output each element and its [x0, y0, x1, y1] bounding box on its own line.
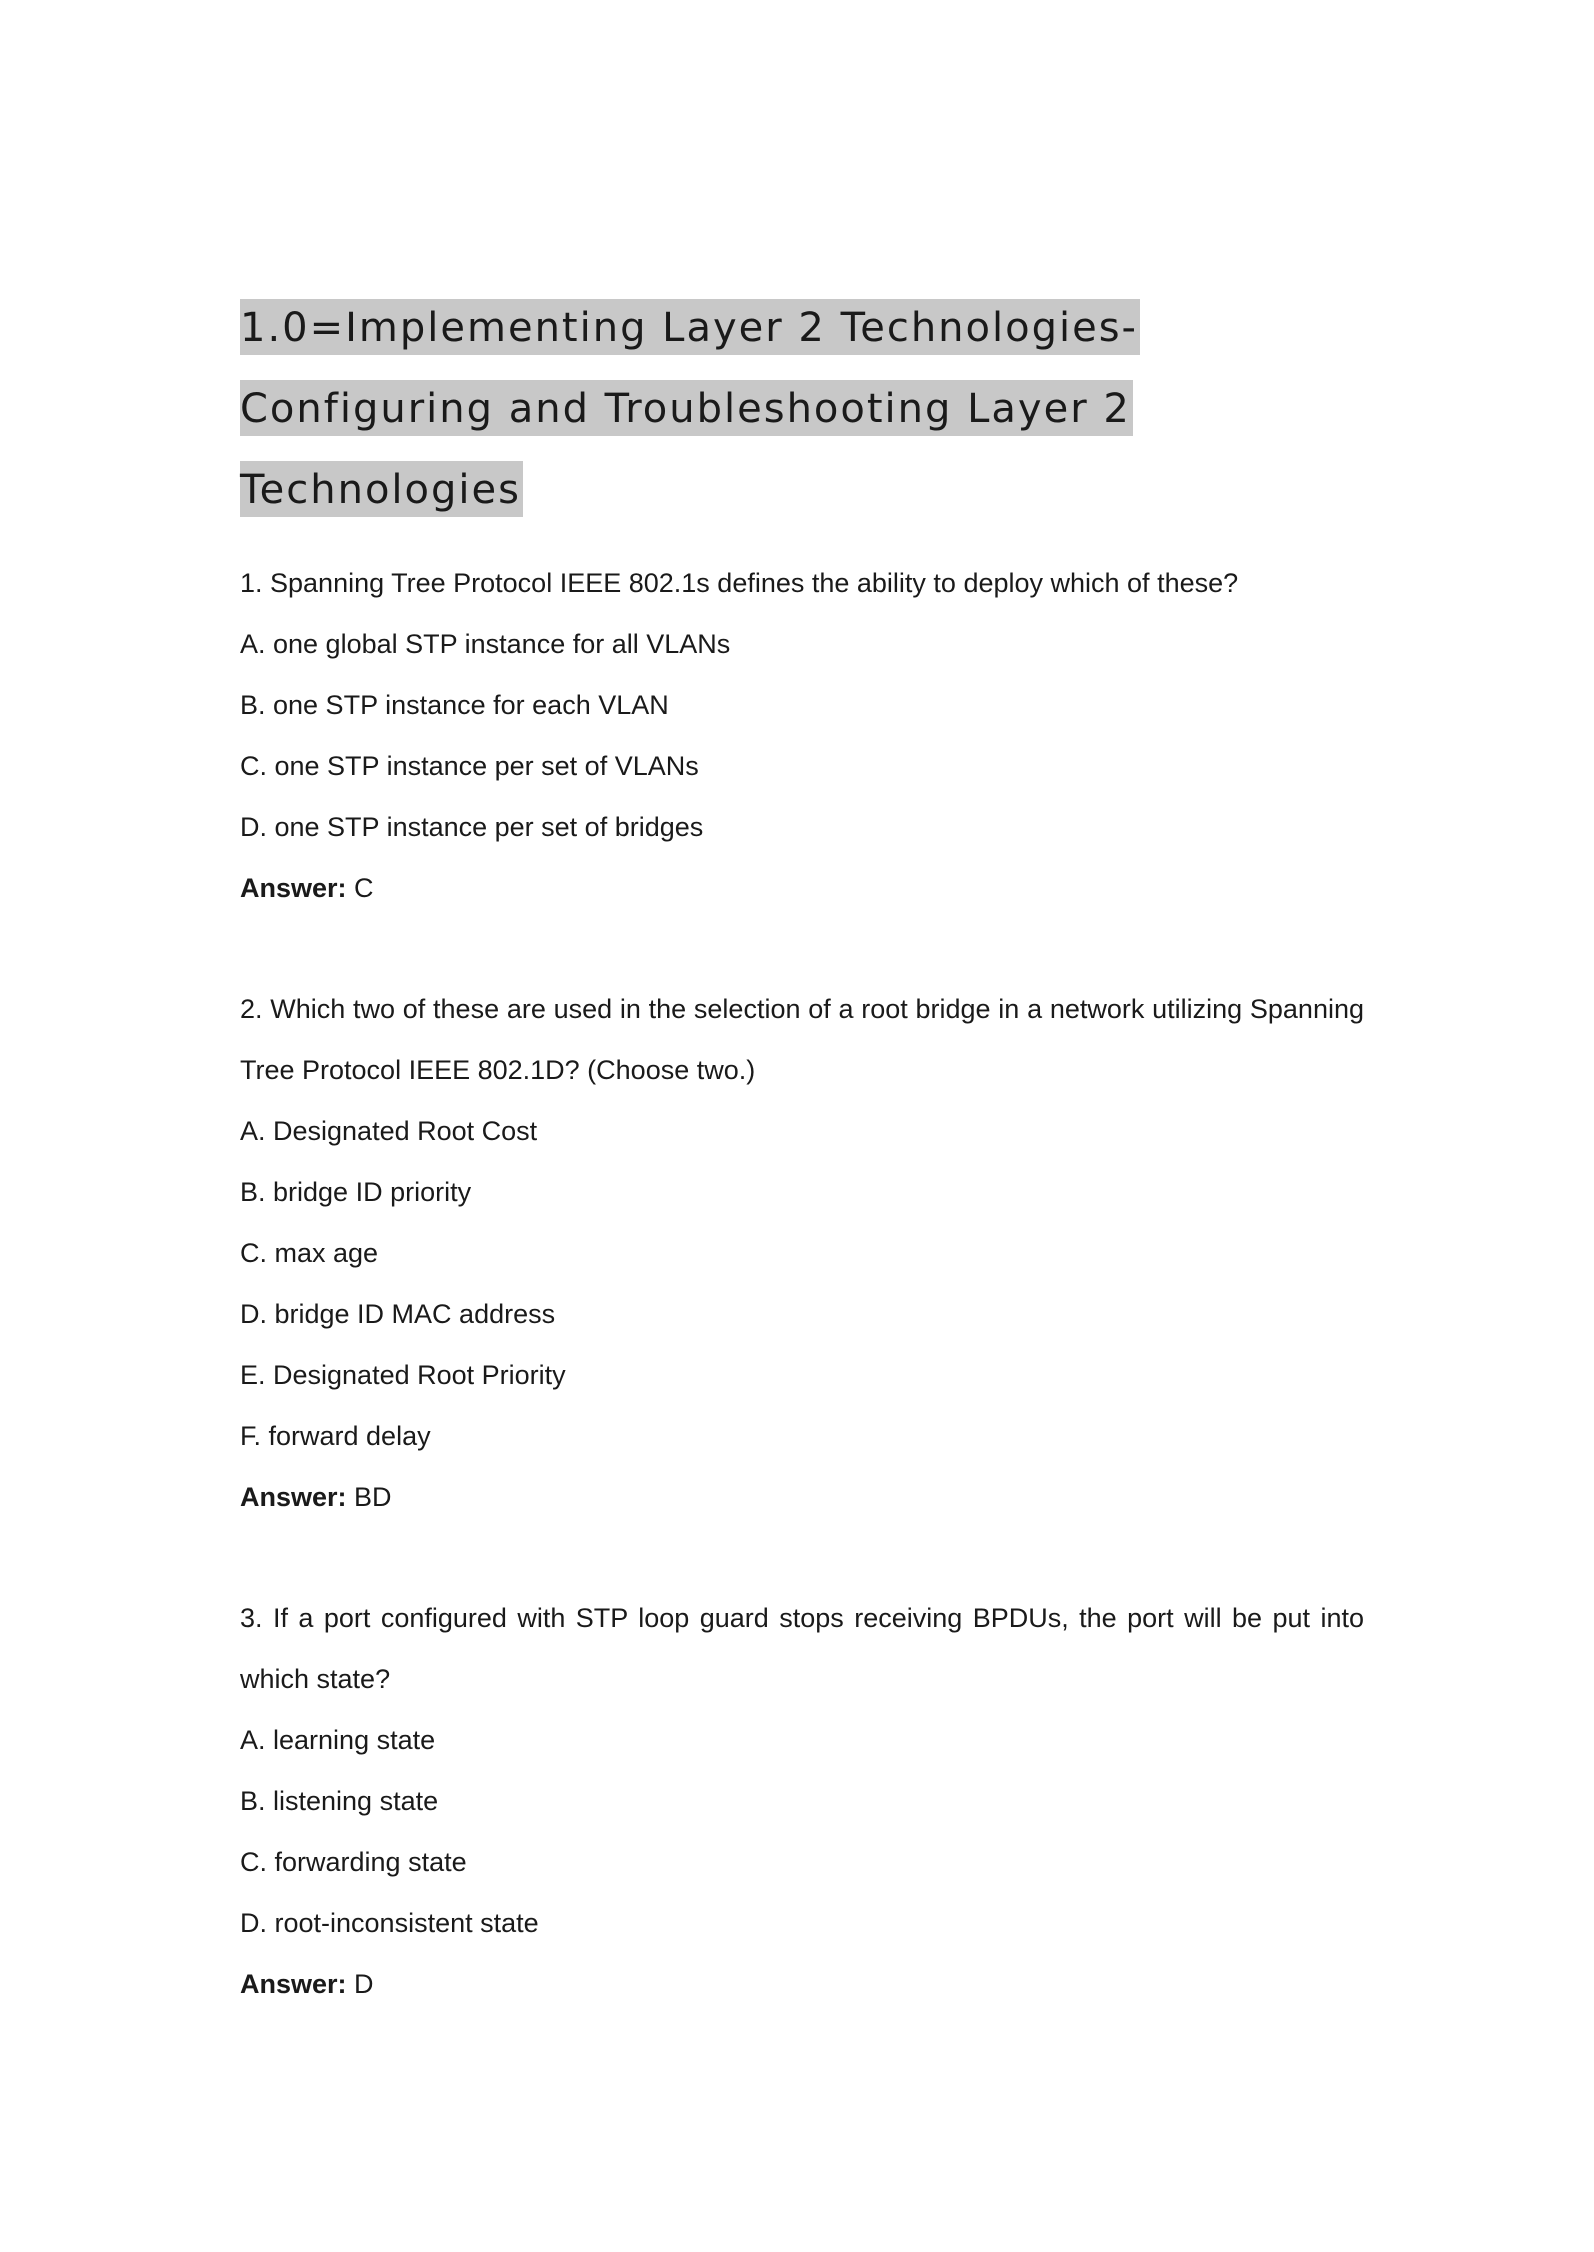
option-e: E. Designated Root Priority — [240, 1360, 566, 1390]
section-heading-text: 1.0=Implementing Layer 2 Technologies-Configuring and Troubleshooting Layer 2 Technologies — [240, 299, 1140, 517]
option-b: B. bridge ID priority — [240, 1177, 472, 1207]
answer-value: C — [354, 873, 374, 903]
option-d: D. one STP instance per set of bridges — [240, 812, 704, 842]
answer-line — [240, 858, 1364, 919]
answer-label: Answer: — [240, 1482, 347, 1512]
option-d: D. bridge ID MAC address — [240, 1299, 556, 1329]
option-d: D. root-inconsistent state — [240, 1908, 539, 1938]
option-b: B. one STP instance for each VLAN — [240, 690, 669, 720]
answer-line — [240, 1954, 1364, 2015]
document-page — [240, 288, 1364, 2015]
question-3 — [240, 1588, 1364, 2015]
answer-value: BD — [354, 1482, 392, 1512]
option-c: C. forwarding state — [240, 1847, 467, 1877]
section-heading — [240, 288, 1364, 531]
question-text: 2. Which two of these are used in the selection of a root bridge in a network utilizing Spanning Tree Protocol IEEE 802.1D? (Choose two.) — [240, 994, 1364, 1085]
option-a: A. learning state — [240, 1725, 436, 1755]
question-text: 1. Spanning Tree Protocol IEEE 802.1s defines the ability to deploy which of these? — [240, 568, 1239, 598]
answer-value: D — [354, 1969, 374, 1999]
question-1 — [240, 553, 1364, 919]
option-a: A. Designated Root Cost — [240, 1116, 538, 1146]
option-a: A. one global STP instance for all VLANs — [240, 629, 731, 659]
answer-label: Answer: — [240, 873, 347, 903]
option-c: C. max age — [240, 1238, 379, 1268]
answer-label: Answer: — [240, 1969, 347, 1999]
question-spacer — [240, 919, 1364, 979]
question-text: 3. If a port configured with STP loop guard stops receiving BPDUs, the port will be put into which state? — [240, 1603, 1364, 1694]
option-f: F. forward delay — [240, 1421, 431, 1451]
question-2 — [240, 979, 1364, 1528]
answer-line — [240, 1467, 1364, 1528]
option-c: C. one STP instance per set of VLANs — [240, 751, 699, 781]
option-b: B. listening state — [240, 1786, 439, 1816]
question-spacer — [240, 1528, 1364, 1588]
